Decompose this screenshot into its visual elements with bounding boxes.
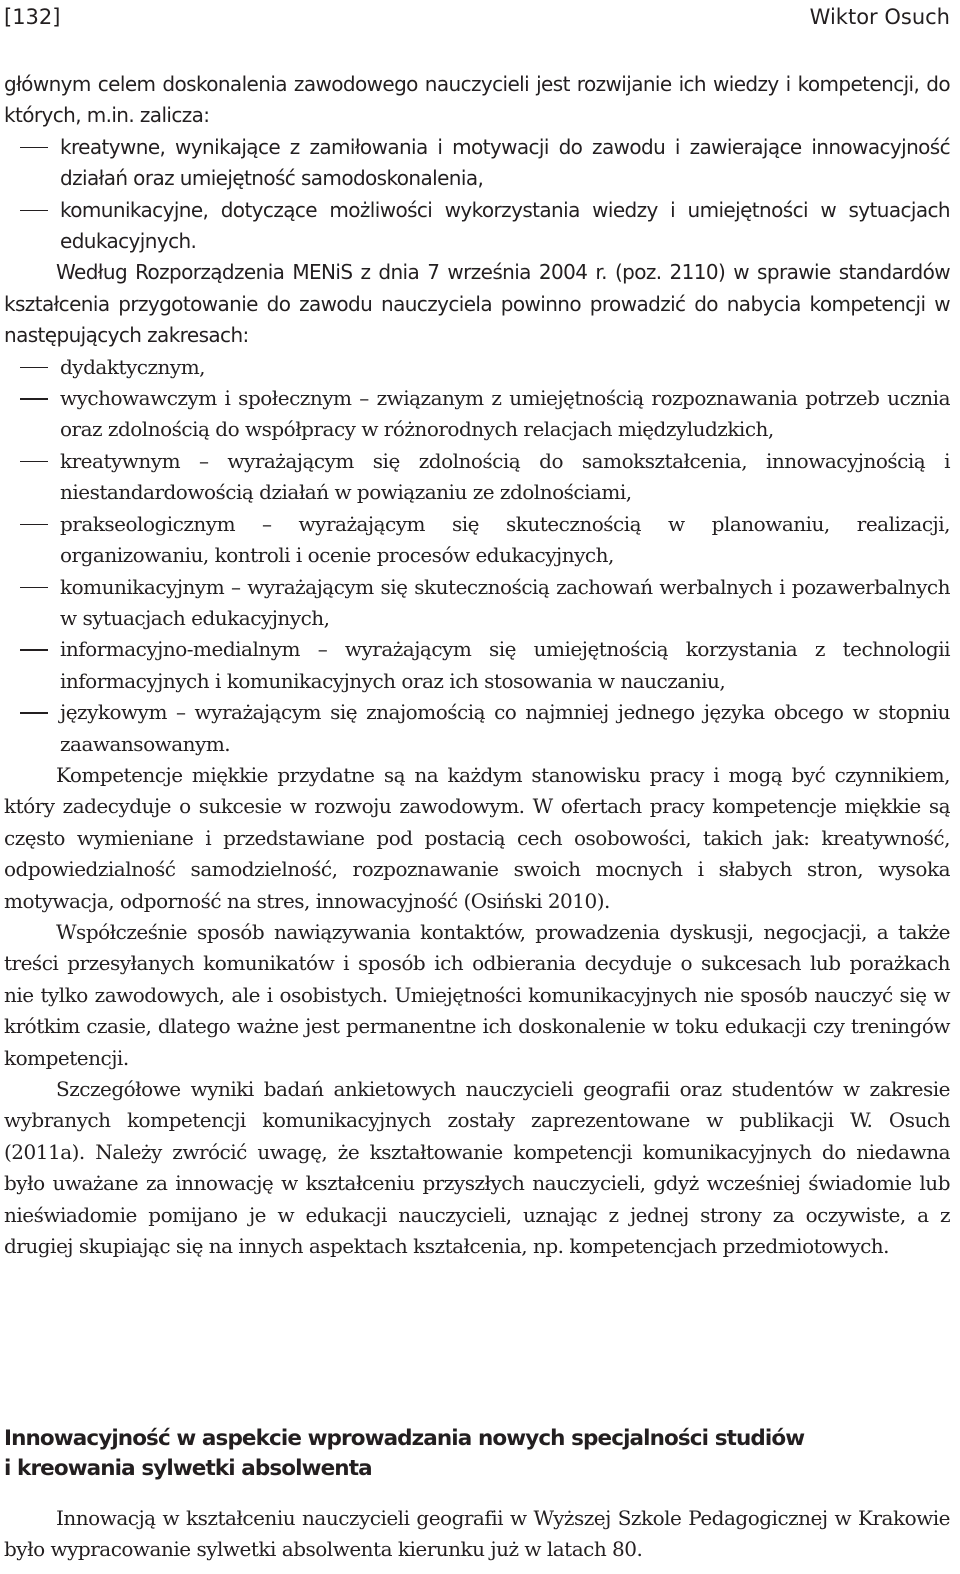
list-item <box>4 132 950 195</box>
list-item <box>4 572 950 635</box>
section-heading <box>4 1424 950 1484</box>
paragraph-soft-skills: Kompetencje miękkie przydatne są na każdym stanowisku pracy i mogą być czynnikiem, który zadecyduje o sukcesie w rozwoju zawodowym. W ofertach pracy kompetencje miękkie są często wymieniane i przedstawiane pod postacią cech osobowości, takich jak: kreatywność, odpowiedzialność samodzielność, rozpoznawanie swoich mocnych i słabych stron, wysoka motywacja, odporność na stres, innowacyjność (Osiński 2010). <box>4 762 950 913</box>
dash-bullet <box>20 524 48 526</box>
main-text <box>4 69 950 1262</box>
section-heading-line-2: i kreowania sylwetki absolwenta <box>4 1455 372 1481</box>
regulation-paragraph: Według Rozporządzenia MENiS z dnia 7 września 2004 r. (poz. 2110) w sprawie standardów kształcenia przygotowanie do zawodu nauczyciela powinno prowadzić do nabycia kompetencji w następujących zakresach: <box>4 260 950 348</box>
list-item <box>4 383 950 446</box>
paragraph-survey-results: Szczegółowe wyniki badań ankietowych nauczycieli geografii oraz studentów w zakresie wybranych kompetencji komunikacyjnych zostały zaprezentowane w publikacji W. Osuch (2011a). Należy zwrócić uwagę, że kształtowanie kompetencji komunikacyjnych do niedawna było uważane za innowację w kształceniu przyszłych nauczycieli, gdyż wcześniej świadomie lub nieświadomie pomijano je w edukacji nauczycieli, uznając z jednej strony za oczywiste, a z drugiej skupiając się na innych aspektach kształcenia, np. kompetencjach przedmiotowych. <box>4 1077 950 1259</box>
competence-list-b <box>4 352 950 760</box>
list-item-text: kreatywnym – wyrażającym się zdolnością do samokształcenia, innowacyjnością i niestandardowością działań w powiązaniu ze zdolnościami, <box>60 448 950 505</box>
list-item <box>4 352 950 383</box>
dash-bullet <box>20 147 48 149</box>
dash-bullet <box>20 649 48 651</box>
list-item <box>4 446 950 509</box>
section-body <box>4 1503 950 1566</box>
list-item <box>4 634 950 697</box>
intro-paragraph: głównym celem doskonalenia zawodowego nauczycieli jest rozwijanie ich wiedzy i kompetencji, do których, m.in. zalicza: <box>4 72 950 128</box>
list-item <box>4 195 950 258</box>
running-head-author: Wiktor Osuch <box>809 5 950 29</box>
list-item-text: wychowawczym i społecznym – związanym z umiejętnością rozpoznawania potrzeb ucznia oraz zdolnością do współpracy w różnorodnych relacjach międzyludzkich, <box>60 386 950 442</box>
list-item-text: kreatywne, wynikające z zamiłowania i motywacji do zawodu i zawierające innowacyjność działań oraz umiejętność samodoskonalenia, <box>60 134 950 191</box>
dash-bullet <box>20 712 48 714</box>
list-item-text: językowym – wyrażającym się znajomością co najmniej jednego języka obcego w stopniu zaawansowanym. <box>60 700 950 756</box>
list-item <box>4 509 950 572</box>
dash-bullet <box>20 461 48 463</box>
section-heading-line-1: Innowacyjność w aspekcie wprowadzania nowych specjalności studiów <box>4 1425 805 1451</box>
page-header <box>4 2 950 32</box>
paragraph-innovation: Innowacją w kształceniu nauczycieli geografii w Wyższej Szkole Pedagogicznej w Krakowie było wypracowanie sylwetki absolwenta kierunku już w latach 80. <box>4 1506 950 1562</box>
page-number: [132] <box>4 5 61 29</box>
list-item-text: komunikacyjnym – wyrażającym się skutecznością zachowań werbalnych i pozawerbalnych w sytuacjach edukacyjnych, <box>60 574 950 630</box>
dash-bullet <box>20 210 48 212</box>
list-item <box>4 697 950 760</box>
list-item-text: dydaktycznym, <box>60 354 206 379</box>
list-item-text: informacyjno-medialnym – wyrażającym się umiejętnością korzystania z technologii informacyjnych i komunikacyjnych oraz ich stosowania w nauczaniu, <box>60 637 950 693</box>
competence-list-a <box>4 132 950 258</box>
dash-bullet <box>20 367 48 369</box>
list-item-text: prakseologicznym – wyrażającym się skutecznością w planowaniu, realizacji, organizowaniu, kontroli i ocenie procesów edukacyjnych, <box>60 511 950 568</box>
list-item-text: komunikacyjne, dotyczące możliwości wykorzystania wiedzy i umiejętności w sytuacjach edukacyjnych. <box>60 197 950 254</box>
paragraph-communication: Współcześnie sposób nawiązywania kontaktów, prowadzenia dyskusji, negocjacji, a także treści przesyłanych komunikatów i sposób ich odbierania decyduje o sukcesach lub porażkach nie tylko zawodowych, ale i osobistych. Umiejętności komunikacyjnych nie sposób nauczyć się w krótkim czasie, dlatego ważne jest permanentne ich doskonalenie w toku edukacji czy treningów kompetencji. <box>4 919 950 1070</box>
dash-bullet <box>20 398 48 400</box>
dash-bullet <box>20 587 48 589</box>
